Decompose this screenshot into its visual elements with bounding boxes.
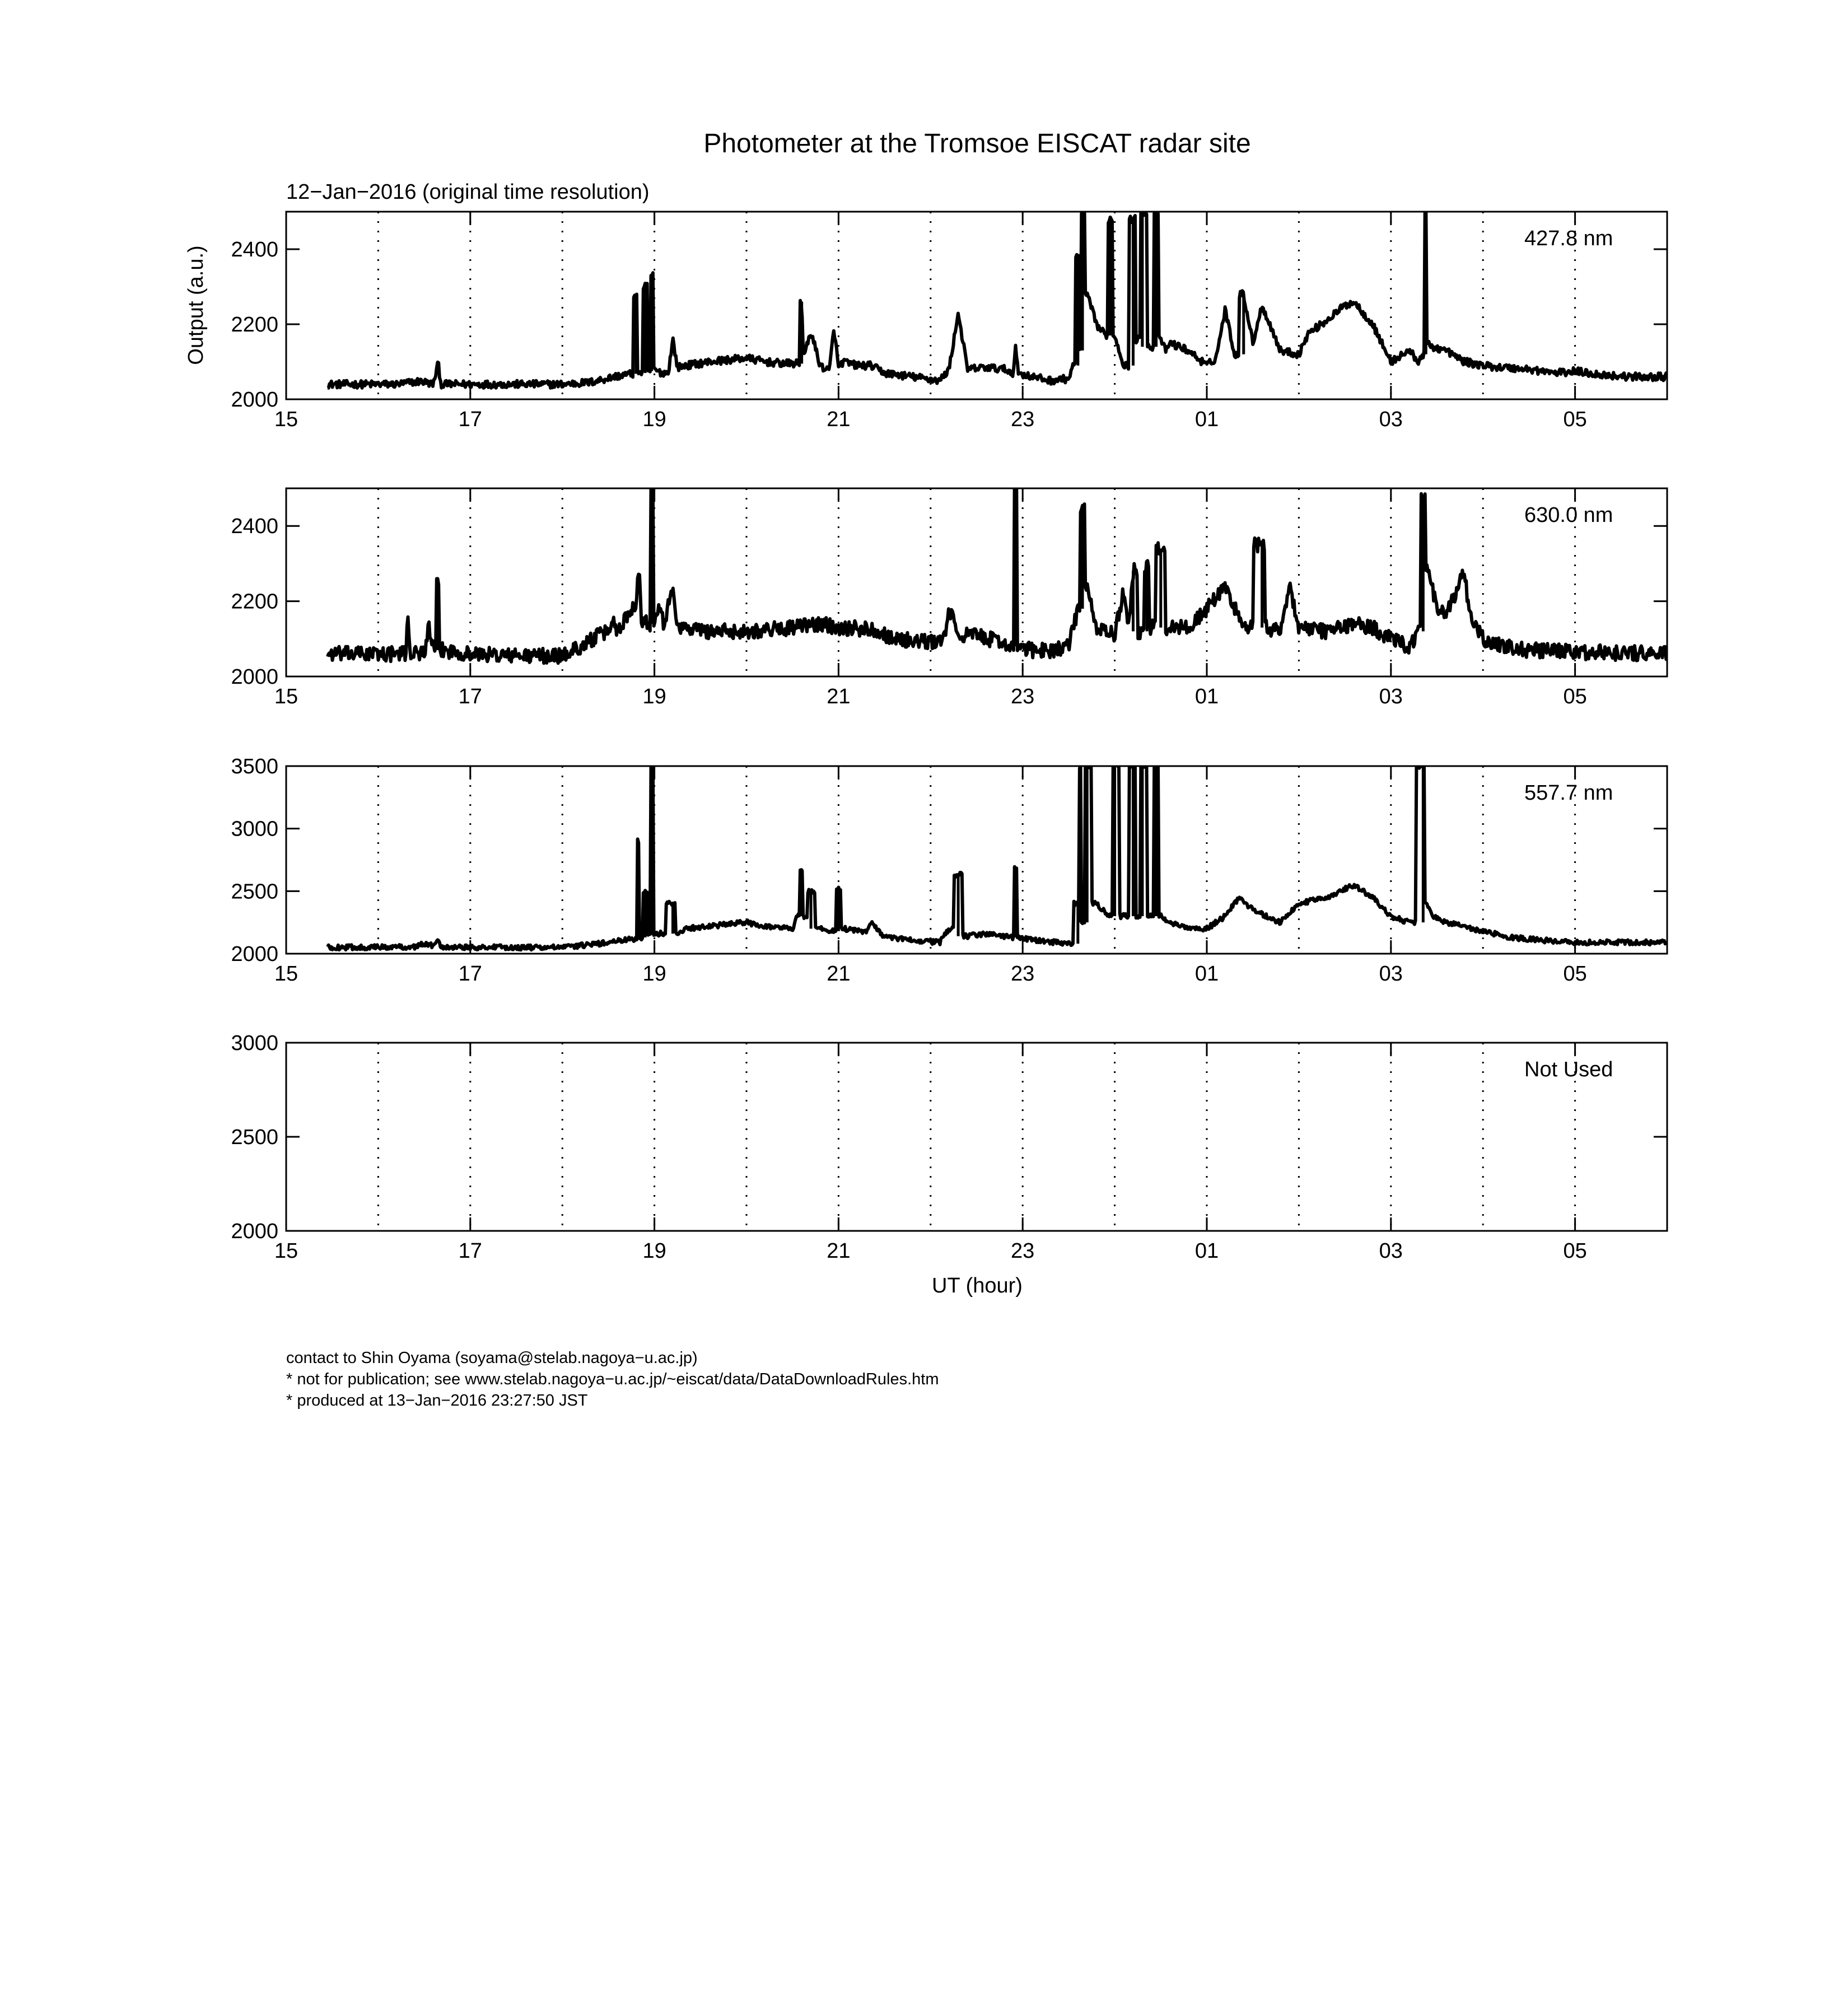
x-tick-label: 01 [1194, 408, 1219, 431]
x-tick-label: 23 [1011, 408, 1035, 431]
panel-1 [231, 208, 1667, 431]
x-tick-label: 19 [642, 685, 666, 708]
footer-produced: * produced at 13−Jan−2016 23:27:50 JST [286, 1392, 588, 1410]
y-tick-label: 2500 [231, 880, 278, 904]
panel-label: Not Used [1524, 1058, 1613, 1081]
y-tick-label: 2200 [231, 313, 278, 337]
figure-subtitle: 12−Jan−2016 (original time resolution) [286, 180, 650, 204]
panel-2 [231, 481, 1667, 708]
footer-contact: contact to Shin Oyama (soyama@stelab.nagoya−u.ac.jp) [286, 1349, 698, 1367]
x-axis-label: UT (hour) [932, 1274, 1023, 1298]
y-tick-label: 2000 [231, 1220, 278, 1243]
y-tick-label: 3000 [231, 1032, 278, 1055]
x-tick-label: 17 [458, 408, 482, 431]
x-tick-label: 15 [274, 962, 298, 986]
footer-notice: * not for publication; see www.stelab.nagoya−u.ac.jp/~eiscat/data/DataDownloadRules.htm [286, 1370, 939, 1388]
x-tick-label: 19 [642, 1239, 666, 1263]
x-tick-label: 17 [458, 1239, 482, 1263]
x-tick-label: 21 [827, 1239, 851, 1263]
series-line [328, 481, 1667, 663]
y-tick-label: 2000 [231, 942, 278, 966]
y-tick-label: 3500 [231, 755, 278, 778]
series-line [328, 764, 1667, 950]
y-tick-label: 2200 [231, 590, 278, 614]
x-tick-label: 05 [1563, 1239, 1587, 1263]
x-tick-label: 01 [1194, 685, 1219, 708]
x-tick-label: 17 [458, 962, 482, 986]
x-tick-label: 23 [1011, 962, 1035, 986]
y-tick-label: 2000 [231, 665, 278, 689]
x-tick-label: 21 [827, 685, 851, 708]
x-tick-label: 23 [1011, 685, 1035, 708]
panel-4 [231, 1032, 1667, 1263]
chart-panels [231, 208, 1667, 1263]
x-tick-label: 05 [1563, 685, 1587, 708]
x-tick-label: 21 [827, 962, 851, 986]
x-tick-label: 15 [274, 1239, 298, 1263]
x-tick-label: 05 [1563, 408, 1587, 431]
plot-frame [286, 1043, 1667, 1231]
panel-label: 427.8 nm [1524, 227, 1613, 250]
y-tick-label: 3000 [231, 817, 278, 841]
x-tick-label: 19 [642, 408, 666, 431]
panel-label: 630.0 nm [1524, 503, 1613, 527]
x-tick-label: 19 [642, 962, 666, 986]
y-tick-label: 2500 [231, 1126, 278, 1149]
x-tick-label: 21 [827, 408, 851, 431]
x-tick-label: 01 [1194, 962, 1219, 986]
x-tick-label: 03 [1379, 962, 1403, 986]
x-tick-label: 15 [274, 685, 298, 708]
x-tick-label: 01 [1194, 1239, 1219, 1263]
x-tick-label: 23 [1011, 1239, 1035, 1263]
x-tick-label: 03 [1379, 1239, 1403, 1263]
x-tick-label: 03 [1379, 685, 1403, 708]
panel-3 [231, 755, 1667, 986]
x-tick-label: 05 [1563, 962, 1587, 986]
y-tick-label: 2400 [231, 238, 278, 262]
panel-label: 557.7 nm [1524, 781, 1613, 805]
x-tick-label: 15 [274, 408, 298, 431]
y-axis-label: Output (a.u.) [184, 245, 208, 365]
x-tick-label: 17 [458, 685, 482, 708]
figure-title: Photometer at the Tromsoe EISCAT radar site [703, 129, 1251, 158]
y-tick-label: 2000 [231, 388, 278, 412]
x-tick-label: 03 [1379, 408, 1403, 431]
y-tick-label: 2400 [231, 515, 278, 539]
series-line [328, 208, 1667, 388]
